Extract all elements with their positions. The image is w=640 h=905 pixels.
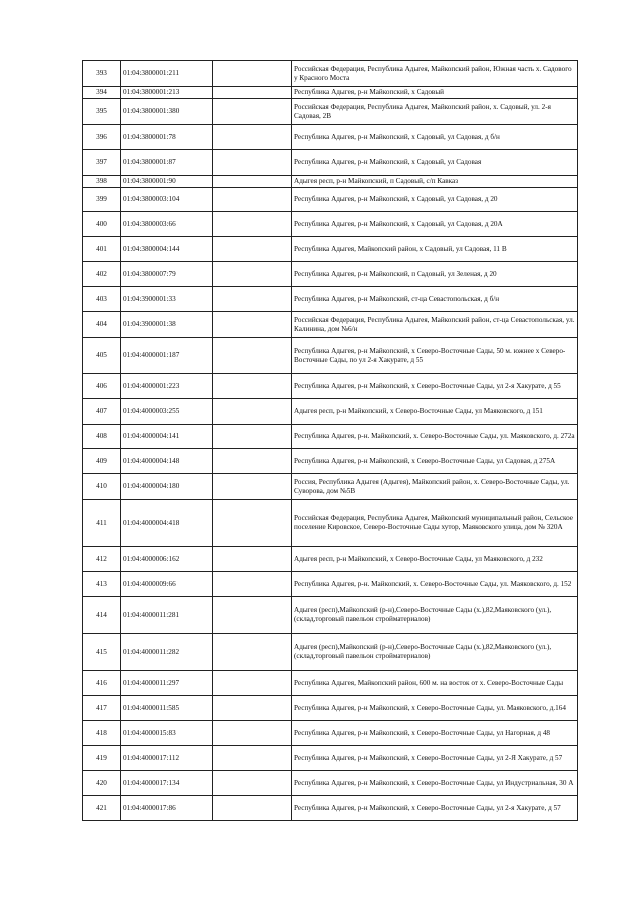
address-cell: Республика Адыгея, р-н Майкопский, х Садовый, ул Садовая <box>292 150 578 176</box>
row-number: 419 <box>83 746 121 771</box>
cadastral-number: 01:04:4000011:297 <box>121 671 213 696</box>
address-cell: Республика Адыгея, Майкопский район, 600 м. на восток от х. Северо-Восточные Сады <box>292 671 578 696</box>
cadastral-number: 01:04:3900001:33 <box>121 287 213 312</box>
registry-table-body <box>83 61 578 821</box>
empty-cell <box>213 474 292 500</box>
empty-cell <box>213 338 292 374</box>
row-number: 411 <box>83 500 121 547</box>
row-number: 396 <box>83 125 121 150</box>
address-cell: Республика Адыгея, р-н Майкопский, х Северо-Восточные Сады, ул 2-я Хакурате, д 57 <box>292 796 578 821</box>
empty-cell <box>213 61 292 87</box>
table-row <box>83 237 578 262</box>
table-row <box>83 212 578 237</box>
address-cell: Республика Адыгея, р-н Майкопский, ст-ца Севастопольская, д б/н <box>292 287 578 312</box>
empty-cell <box>213 287 292 312</box>
table-row <box>83 572 578 597</box>
cadastral-number: 01:04:4000004:418 <box>121 500 213 547</box>
row-number: 418 <box>83 721 121 746</box>
row-number: 407 <box>83 399 121 425</box>
table-row <box>83 696 578 721</box>
table-row <box>83 87 578 99</box>
table-row <box>83 634 578 671</box>
cadastral-number: 01:04:4000004:141 <box>121 425 213 449</box>
row-number: 404 <box>83 312 121 338</box>
row-number: 400 <box>83 212 121 237</box>
row-number: 402 <box>83 262 121 287</box>
row-number: 403 <box>83 287 121 312</box>
registry-table <box>82 60 578 821</box>
empty-cell <box>213 572 292 597</box>
table-row <box>83 188 578 212</box>
empty-cell <box>213 312 292 338</box>
table-row <box>83 99 578 125</box>
row-number: 415 <box>83 634 121 671</box>
row-number: 420 <box>83 771 121 796</box>
cadastral-number: 01:04:4000011:282 <box>121 634 213 671</box>
address-cell: Республика Адыгея, р-н Майкопский, х Северо-Восточные Сады, ул Садовая, д 275А <box>292 449 578 474</box>
cadastral-number: 01:04:4000001:187 <box>121 338 213 374</box>
row-number: 398 <box>83 176 121 188</box>
table-row <box>83 262 578 287</box>
cadastral-number: 01:04:3800003:104 <box>121 188 213 212</box>
address-cell: Адыгея респ, р-н Майкопский, х Северо-Восточные Сады, ул Маяковского, д 151 <box>292 399 578 425</box>
cadastral-number: 01:04:3800001:380 <box>121 99 213 125</box>
address-cell: Адыгея респ, р-н Майкопский, х Северо-Восточные Сады, ул Маяковского, д 232 <box>292 547 578 572</box>
cadastral-number: 01:04:4000017:86 <box>121 796 213 821</box>
address-cell: Российская Федерация, Республика Адыгея, Майкопский район, Южная часть х. Садового у Красного Моста <box>292 61 578 87</box>
row-number: 401 <box>83 237 121 262</box>
table-row <box>83 746 578 771</box>
cadastral-number: 01:04:4000017:112 <box>121 746 213 771</box>
empty-cell <box>213 150 292 176</box>
empty-cell <box>213 237 292 262</box>
row-number: 416 <box>83 671 121 696</box>
empty-cell <box>213 796 292 821</box>
table-row <box>83 312 578 338</box>
address-cell: Республика Адыгея, р-н Майкопский, х Северо-Восточные Сады, ул. Маяковского, д.164 <box>292 696 578 721</box>
empty-cell <box>213 188 292 212</box>
table-row <box>83 61 578 87</box>
cadastral-number: 01:04:4000001:223 <box>121 374 213 399</box>
empty-cell <box>213 87 292 99</box>
address-cell: Республика Адыгея, р-н Майкопский, п Садовый, ул Зеленая, д 20 <box>292 262 578 287</box>
address-cell: Республика Адыгея, р-н Майкопский, х Северо-Восточные Сады, ул 2-я Хакурате, д 55 <box>292 374 578 399</box>
cadastral-number: 01:04:3800001:213 <box>121 87 213 99</box>
empty-cell <box>213 125 292 150</box>
address-cell: Республика Адыгея, р-н Майкопский, х Северо-Восточные Сады, ул 2-Я Хакурате, д 57 <box>292 746 578 771</box>
address-cell: Адыгея респ, р-н Майкопский, п Садовый, с/п Кавказ <box>292 176 578 188</box>
cadastral-number: 01:04:3800001:78 <box>121 125 213 150</box>
table-row <box>83 176 578 188</box>
empty-cell <box>213 399 292 425</box>
empty-cell <box>213 671 292 696</box>
table-row <box>83 597 578 634</box>
address-cell: Адыгея (респ),Майкопский (р-н),Северо-Восточные Сады (х.),82,Маяковского (ул.),(склад,торговый павельон стройматериалов) <box>292 597 578 634</box>
address-cell: Республика Адыгея, р-н Майкопский, х Садовый, ул Садовая, д 20 <box>292 188 578 212</box>
row-number: 421 <box>83 796 121 821</box>
cadastral-number: 01:04:4000003:255 <box>121 399 213 425</box>
address-cell: Российская Федерация, Республика Адыгея, Майкопский район, х. Садовый, ул. 2-я Садовая, 2В <box>292 99 578 125</box>
address-cell: Российская Федерация, Республика Адыгея, Майкопский район, ст-ца Севастопольская, ул. Калинина, дом №6/н <box>292 312 578 338</box>
table-row <box>83 547 578 572</box>
table-row <box>83 374 578 399</box>
address-cell: Республика Адыгея, р-н Майкопский, х Садовый, ул Садовая, д б/н <box>292 125 578 150</box>
cadastral-number: 01:04:4000017:134 <box>121 771 213 796</box>
table-row <box>83 474 578 500</box>
row-number: 393 <box>83 61 121 87</box>
cadastral-number: 01:04:3800007:79 <box>121 262 213 287</box>
address-cell: Республика Адыгея, р-н. Майкопский, х. Северо-Восточные Сады, ул. Маяковского, д. 152 <box>292 572 578 597</box>
address-cell: Россия, Республика Адыгея (Адыгея), Майкопский район, х. Северо-Восточные Сады, ул. Суворова, дом №5В <box>292 474 578 500</box>
row-number: 409 <box>83 449 121 474</box>
cadastral-number: 01:04:4000004:148 <box>121 449 213 474</box>
empty-cell <box>213 425 292 449</box>
empty-cell <box>213 547 292 572</box>
table-row <box>83 771 578 796</box>
row-number: 405 <box>83 338 121 374</box>
table-row <box>83 125 578 150</box>
row-number: 394 <box>83 87 121 99</box>
empty-cell <box>213 696 292 721</box>
empty-cell <box>213 374 292 399</box>
table-row <box>83 796 578 821</box>
row-number: 413 <box>83 572 121 597</box>
empty-cell <box>213 500 292 547</box>
row-number: 397 <box>83 150 121 176</box>
table-row <box>83 150 578 176</box>
table-row <box>83 287 578 312</box>
address-cell: Адыгея (респ),Майкопский (р-н),Северо-Восточные Сады (х.),82,Маяковского (ул.),(склад,торговый павельон стройматериалов) <box>292 634 578 671</box>
row-number: 399 <box>83 188 121 212</box>
address-cell: Республика Адыгея, р-н Майкопский, х Северо-Восточные Сады, 50 м. южнее х Северо-Восточные Сады, по ул 2-я Хакурате, д 55 <box>292 338 578 374</box>
address-cell: Республика Адыгея, Майкопский район, х Садовый, ул Садовая, 11 В <box>292 237 578 262</box>
table-row <box>83 671 578 696</box>
address-cell: Республика Адыгея, р-н. Майкопский, х. Северо-Восточные Сады, ул. Маяковского, д. 272а <box>292 425 578 449</box>
table-row <box>83 338 578 374</box>
table-row <box>83 449 578 474</box>
table-row <box>83 399 578 425</box>
address-cell: Республика Адыгея, р-н Майкопский, х Садовый, ул Садовая, д 20А <box>292 212 578 237</box>
cadastral-number: 01:04:3800003:66 <box>121 212 213 237</box>
cadastral-number: 01:04:3800001:211 <box>121 61 213 87</box>
address-cell: Республика Адыгея, р-н Майкопский, х Садовый <box>292 87 578 99</box>
row-number: 412 <box>83 547 121 572</box>
empty-cell <box>213 721 292 746</box>
table-row <box>83 721 578 746</box>
empty-cell <box>213 597 292 634</box>
cadastral-number: 01:04:4000011:281 <box>121 597 213 634</box>
empty-cell <box>213 634 292 671</box>
cadastral-number: 01:04:4000009:66 <box>121 572 213 597</box>
empty-cell <box>213 212 292 237</box>
empty-cell <box>213 449 292 474</box>
row-number: 414 <box>83 597 121 634</box>
address-cell: Российская Федерация, Республика Адыгея, Майкопский муниципальный район, Сельское поселение Кировское, Северо-Восточные Сады хутор, Маяковского улица, дом № 320А <box>292 500 578 547</box>
cadastral-number: 01:04:3800001:90 <box>121 176 213 188</box>
cadastral-number: 01:04:4000011:585 <box>121 696 213 721</box>
row-number: 395 <box>83 99 121 125</box>
table-row <box>83 425 578 449</box>
address-cell: Республика Адыгея, р-н Майкопский, х Северо-Восточные Сады, ул Нагорная, д 48 <box>292 721 578 746</box>
empty-cell <box>213 262 292 287</box>
empty-cell <box>213 771 292 796</box>
empty-cell <box>213 99 292 125</box>
cadastral-number: 01:04:3800004:144 <box>121 237 213 262</box>
cadastral-number: 01:04:4000015:83 <box>121 721 213 746</box>
cadastral-number: 01:04:4000004:180 <box>121 474 213 500</box>
address-cell: Республика Адыгея, р-н Майкопский, х Северо-Восточные Сады, ул Индустриальная, 30 А <box>292 771 578 796</box>
empty-cell <box>213 746 292 771</box>
cadastral-number: 01:04:4000006:162 <box>121 547 213 572</box>
row-number: 406 <box>83 374 121 399</box>
table-row <box>83 500 578 547</box>
row-number: 408 <box>83 425 121 449</box>
cadastral-number: 01:04:3800001:87 <box>121 150 213 176</box>
cadastral-number: 01:04:3900001:38 <box>121 312 213 338</box>
row-number: 417 <box>83 696 121 721</box>
empty-cell <box>213 176 292 188</box>
row-number: 410 <box>83 474 121 500</box>
